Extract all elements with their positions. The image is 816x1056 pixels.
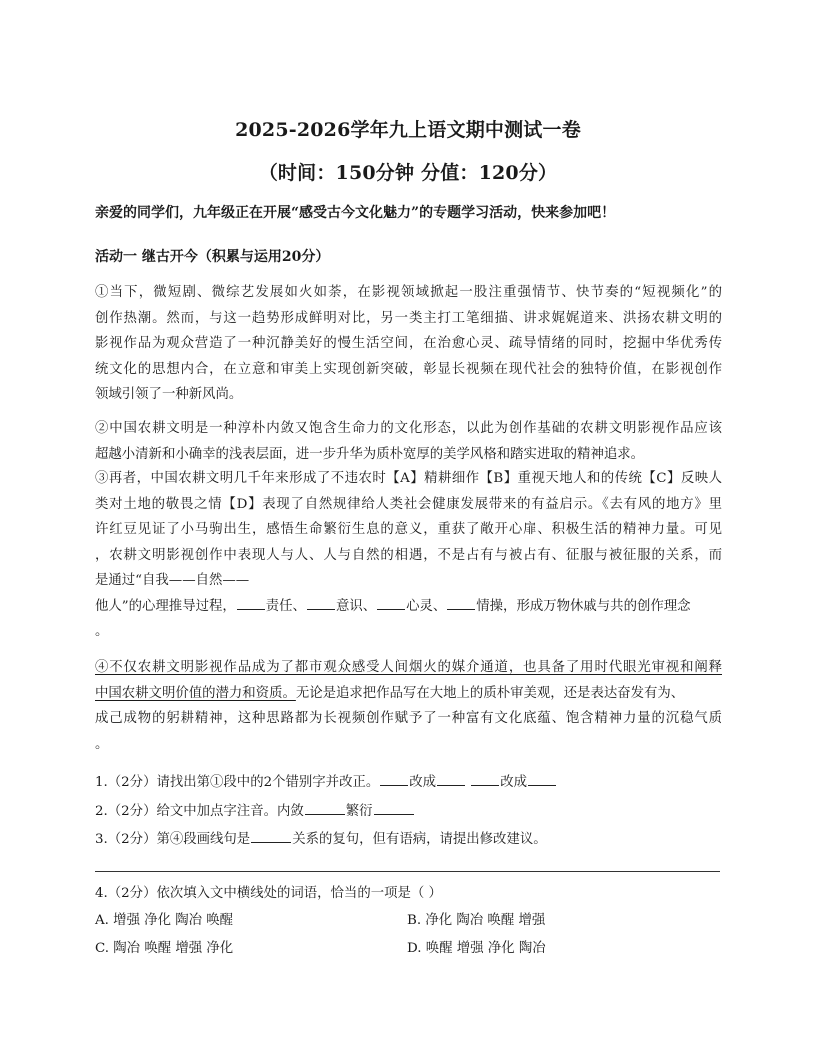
option-b[interactable]: B. 净化 陶冶 唤醒 增强 (407, 913, 546, 928)
answer-blank[interactable] (305, 802, 345, 815)
question-text: 3.（2分）第④段画线句是 (95, 832, 251, 847)
line-segment: 他人”的心理推导过程， (95, 598, 236, 614)
answer-blank[interactable] (437, 773, 465, 786)
paragraph-line: 创作热潮。然而，与这一趋势形成鲜明对比，另一类主打工笔细描、讲求娓娓道来、洪扬农耕文明的 (95, 310, 722, 326)
paragraph-line-with-blanks (95, 594, 722, 620)
paragraph-line: ①当下，微短剧、微综艺发展如火如荼，在影视领域掀起一股注重强情节、快节奏的“短视频化”的 (95, 285, 722, 300)
question-text: 2.（2分）给文中加点字注音。内敛 (95, 804, 304, 819)
paragraph-line: 。 (95, 736, 109, 752)
paragraph-line: 影视作品为观众营造了一种沉静美好的慢生活空间，在治愈心灵、疏导情绪的同时，挖掘中华优秀传 (95, 336, 722, 351)
exam-title: 2025-2026学年九上语文期中测试一卷 (235, 119, 581, 141)
paragraph-1 (95, 280, 722, 408)
fill-blank[interactable] (377, 597, 405, 610)
answer-blank[interactable] (528, 773, 556, 786)
exam-subtitle: （时间：150分钟 分值：120分） (258, 162, 558, 184)
paragraph-line: 类对土地的敬畏之情【D】表现了自然规律给人类社会健康发展带来的有益启示。《去有风的地方》里 (95, 496, 722, 512)
paragraph-line: ③再者，中国农耕文明几千年来形成了不违农时【A】精耕细作【B】重视天地人和的传统【C】反映人 (95, 471, 722, 486)
paragraph-3 (95, 466, 722, 645)
paragraph-line: 。 (95, 624, 109, 639)
option-d[interactable]: D. 唤醒 增强 净化 陶冶 (407, 941, 546, 956)
answer-blank[interactable] (471, 773, 499, 786)
question-2 (95, 800, 722, 819)
question-text: 改成 (409, 775, 437, 790)
paragraph-line: 统文化的思想内合，在立意和审美上实现创新突破，彰显长视频在现代社会的独特价值，在影视创作 (95, 361, 722, 377)
paragraph-line: 成己成物的躬耕精神，这种思路都为长视频创作赋予了一种富有文化底蕴、饱含精神力量的沉稳气质 (95, 711, 722, 726)
paragraph-line: 许红豆见证了小马驹出生，感悟生命繁衍生息的意义，重获了敞开心扉、积极生活的精神力量。可见 (95, 522, 722, 537)
paragraph-line: 超越小清新和小确幸的浅表层面，进一步升华为质朴宽厚的美学风格和踏实进取的精神追求。 (95, 446, 645, 462)
answer-blank[interactable] (251, 830, 291, 843)
question-4: 4.（2分）依次填入文中横线处的词语，恰当的一项是（ ） (95, 886, 442, 901)
paragraph-line (95, 681, 722, 707)
underlined-sentence: ④不仅农耕文明影视作品成为了都市观众感受人间烟火的媒介通道，也具备了用时代眼光审视和阐释 (95, 660, 722, 675)
fill-blank[interactable] (307, 597, 335, 610)
line-segment: 意识、 (335, 598, 377, 614)
paragraph-line: 领域引领了一种新风尚。 (95, 387, 243, 402)
question-text: 1.（2分）请找出第①段中的2个错别字并改正。 (95, 775, 380, 790)
paragraph-line: ②中国农耕文明是一种淳朴内敛又饱含生命力的文化形态，以此为创作基础的农耕文明影视作品应该 (95, 421, 722, 436)
option-c[interactable]: C. 陶冶 唤醒 增强 净化 (95, 941, 234, 956)
line-segment: 心灵、 (406, 598, 447, 614)
line-segment: 无论是追求把作品写在大地上的质朴审美观，还是表达奋发有为、 (295, 685, 685, 701)
section-heading: 活动一 继古开今（积累与运用20分） (95, 249, 330, 265)
question-3 (95, 828, 722, 847)
question-text: 改成 (500, 775, 528, 790)
paragraph-line: 是通过“自我——自然—— (95, 573, 250, 588)
question-text: 繁衍 (345, 804, 373, 819)
underlined-sentence: 中国农耕文明价值的潜力和资质。 (95, 685, 296, 701)
question-text: 关系的复句，但有语病，请提出修改建议。 (292, 832, 547, 847)
paragraph-line: ，农耕文明影视创作中表现人与人、人与自然的相遇，不是占有与被占有、征服与被征服的关系，而 (95, 547, 722, 563)
option-a[interactable]: A. 增强 净化 陶冶 唤醒 (95, 913, 234, 928)
paragraph-4 (95, 655, 722, 757)
intro-text: 亲爱的同学们，九年级正在开展“感受古今文化魅力”的专题学习活动，快来参加吧！ (95, 205, 616, 221)
line-segment: 情操，形成万物休戚与共的创作理念 (476, 598, 691, 614)
fill-blank[interactable] (447, 597, 475, 610)
answer-blank[interactable] (380, 773, 408, 786)
answer-line[interactable] (95, 871, 720, 872)
question-1 (95, 771, 722, 790)
line-segment: 责任、 (265, 598, 306, 614)
answer-blank[interactable] (374, 802, 414, 815)
fill-blank[interactable] (237, 597, 265, 610)
paragraph-2 (95, 416, 722, 467)
